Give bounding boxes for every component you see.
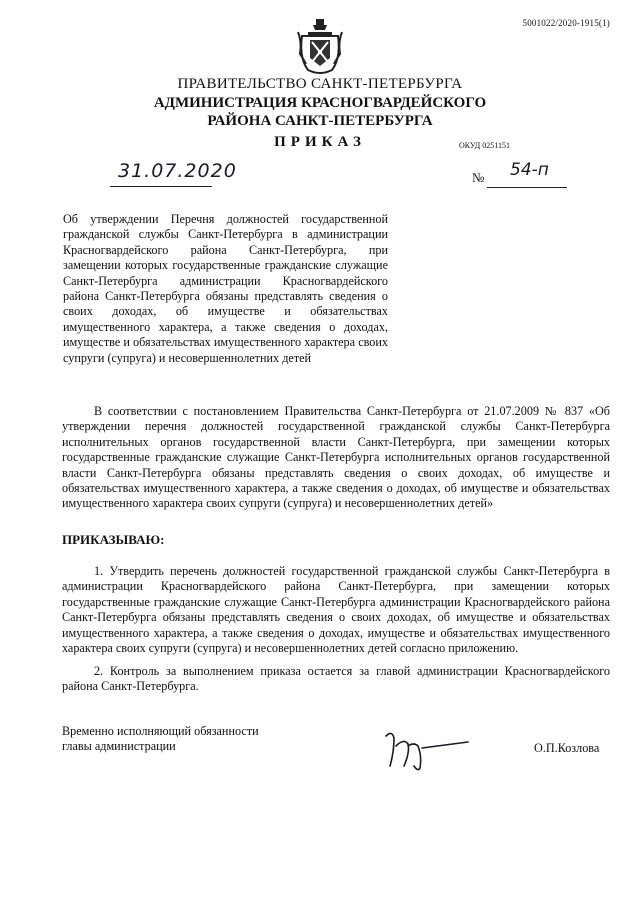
handwritten-signature-icon <box>378 716 470 774</box>
spb-coat-of-arms-icon <box>296 18 344 76</box>
signer-position-line2: главы администрации <box>62 739 176 754</box>
number-underline <box>487 187 567 188</box>
government-name: ПРАВИТЕЛЬСТВО САНКТ-ПЕТЕРБУРГА <box>177 76 463 92</box>
signer-position-line1: Временно исполняющий обязанности <box>62 724 259 738</box>
administration-name-line2: РАЙОНА САНКТ-ПЕТЕРБУРГА <box>207 113 433 129</box>
date-underline <box>110 186 212 187</box>
order-date: 31.07.2020 <box>118 160 237 182</box>
orders-heading: ПРИКАЗЫВАЮ: <box>62 532 165 547</box>
document-type: ПРИКАЗ <box>274 134 366 150</box>
signer-name: О.П.Козлова <box>534 741 600 755</box>
document-number: 5001022/2020-1915(1) <box>522 18 610 28</box>
order-item-1: 1. Утвердить перечень должностей государственной гражданской службы Санкт-Петербурга в администрации Красногвардейского района Санкт-Петербурга, при замещении которых государственные гражданские служащие Санкт-Петербурга администрации Красногвардейского района Санкт-Петербурга обязаны представлять сведения о своих доходах, об имуществе и обязательствах имущественного характера, а также сведения о доходах, имуществе и обязательствах имущественного характера своих супруги (супруга) и несовершеннолетних детей согласно приложению. <box>62 564 610 656</box>
okud-code: ОКУД 0251151 <box>459 141 510 150</box>
signer-position <box>62 724 259 755</box>
preamble-paragraph: В соответствии с постановлением Правительства Санкт-Петербурга от 21.07.2009 № 837 «Об утверждении перечня должностей государственной гражданской службы Санкт-Петербурга исполнительных органов государственной власти Санкт-Петербурга, при замещении которых государственные гражданские служащие Санкт-Петербурга исполнительных органов государственной власти Санкт-Петербурга обязаны представлять сведения о своих доходах, об имуществе и обязательствах имущественного характера, а также сведения о доходах, об имуществе и обязательствах имущественного характера своих супруги (супруга) и несовершеннолетних детей» <box>62 404 610 511</box>
order-item-2: 2. Контроль за выполнением приказа остается за главой администрации Красногвардейского района Санкт-Петербурга. <box>62 664 610 694</box>
order-title: Об утверждении Перечня должностей государственной гражданской службы Санкт-Петербурга в администрации Красногвардейского района Санкт-Петербурга, при замещении которых государственные гражданские служащие Санкт-Петербурга администрации Красногвардейского района Санкт-Петербурга обязаны представлять сведения о своих доходах, об имуществе и обязательствах имущественного характера, а также сведения о доходах, имуществе и обязательствах имущественного характера своих супруги (супруга) и несовершеннолетних детей <box>63 212 388 365</box>
order-number-label: № <box>472 170 485 185</box>
administration-name-line1: АДМИНИСТРАЦИЯ КРАСНОГВАРДЕЙСКОГО <box>153 95 487 111</box>
order-number: 54-п <box>510 160 549 180</box>
